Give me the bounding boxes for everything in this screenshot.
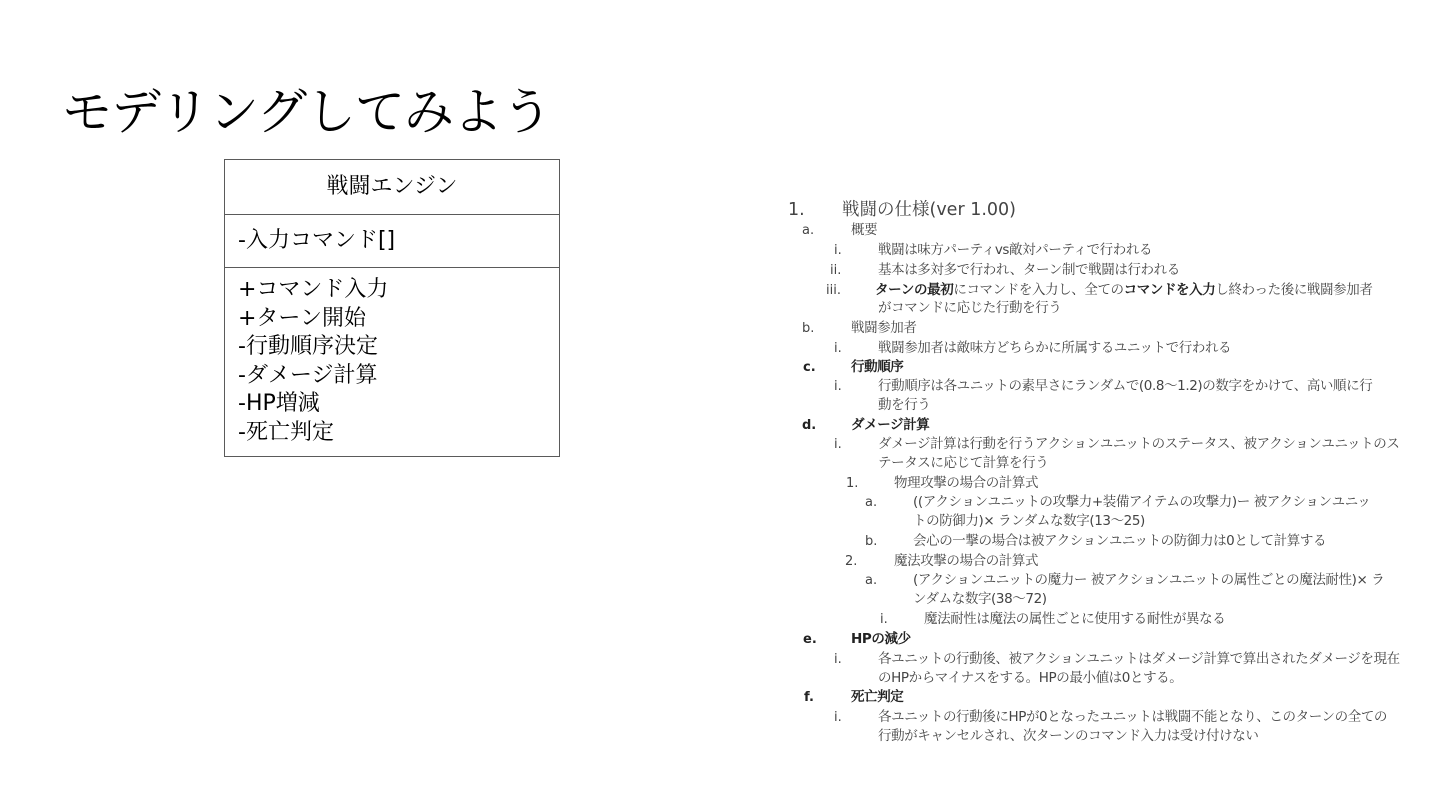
list-marker: b.: [865, 534, 878, 549]
list-marker: f.: [804, 690, 814, 705]
emphasis: コマンドを入力: [1123, 282, 1216, 298]
list-item: ダメージ計算は行動を行うアクションユニットのステータス、被アクションユニットのス: [878, 436, 1400, 452]
list-item-continuation: 動を行う: [878, 397, 931, 413]
list-item-continuation: がコマンドに応じた行動を行う: [878, 300, 1062, 316]
section-title-death: 死亡判定: [851, 689, 904, 705]
list-item: 戦闘は味方パーティvs敵対パーティで行われる: [878, 242, 1153, 258]
list-marker: 1.: [788, 200, 805, 220]
uml-operation: +ターン開始: [238, 305, 366, 331]
list-item-continuation: 行動がキャンセルされ、次ターンのコマンド入力は受け付けない: [878, 728, 1259, 744]
list-marker: i.: [834, 379, 842, 394]
uml-operation: +コマンド入力: [238, 277, 389, 302]
list-marker: iii.: [826, 283, 841, 298]
list-marker: d.: [802, 418, 817, 433]
list-item: 行動順序は各ユニットの素早さにランダムで(0.8〜1.2)の数字をかけて、高い順に行: [878, 378, 1373, 394]
list-marker: 2.: [845, 554, 858, 569]
spec-main-heading: 戦闘の仕様(ver 1.00): [842, 200, 1016, 220]
list-item: 魔法攻撃の場合の計算式: [894, 553, 1039, 569]
list-item-continuation: トの防御力)× ランダムな数字(13〜25): [913, 513, 1145, 529]
section-title-overview: 概要: [851, 222, 878, 238]
emphasis: ターンの最初: [875, 282, 954, 298]
list-item: 物理攻撃の場合の計算式: [894, 475, 1039, 491]
list-item: 各ユニットの行動後、被アクションユニットはダメージ計算で算出されたダメージを現在: [878, 651, 1400, 667]
section-title-order: 行動順序: [851, 359, 904, 375]
list-item-continuation: のHPからマイナスをする。HPの最小値は0とする。: [878, 670, 1183, 686]
text-run: し終わった後に戦闘参加者: [1215, 282, 1373, 298]
list-item: ((アクションユニットの攻撃力+装備アイテムの攻撃力)ー 被アクションユニッ: [913, 494, 1371, 510]
uml-operation: -HP増減: [238, 391, 320, 417]
list-item: 各ユニットの行動後にHPが0となったユニットは戦闘不能となり、このターンの全ての: [878, 709, 1388, 725]
list-marker: i.: [834, 243, 842, 258]
list-marker: i.: [834, 652, 842, 667]
list-marker: i.: [880, 612, 888, 627]
list-marker: i.: [834, 710, 842, 725]
list-marker: i.: [834, 437, 842, 452]
list-item-continuation: ンダムな数字(38〜72): [913, 591, 1047, 607]
section-title-damage: ダメージ計算: [851, 417, 930, 433]
uml-class-box: [224, 159, 560, 457]
uml-operation: -ダメージ計算: [238, 362, 378, 388]
uml-attributes: [225, 215, 559, 268]
list-item-continuation: テータスに応じて計算を行う: [878, 455, 1049, 471]
list-marker: ii.: [830, 263, 842, 278]
uml-operation: -行動順序決定: [238, 334, 378, 360]
list-marker: c.: [803, 360, 816, 375]
list-marker: a.: [802, 223, 815, 238]
section-title-hp: HPの減少: [851, 631, 911, 647]
list-marker: e.: [803, 632, 817, 647]
slide-title: モデリングしてみよう: [62, 83, 551, 141]
list-item: 戦闘参加者は敵味方どちらかに所属するユニットで行われる: [878, 340, 1232, 356]
section-title-participants: 戦闘参加者: [851, 320, 917, 336]
list-item: 基本は多対多で行われ、ターン制で戦闘は行われる: [878, 262, 1180, 278]
list-marker: i.: [834, 341, 842, 356]
uml-attribute: -入力コマンド[]: [238, 228, 396, 253]
list-item: (アクションユニットの魔力ー 被アクションユニットの属性ごとの魔法耐性)× ラ: [913, 572, 1385, 588]
list-item: 魔法耐性は魔法の属性ごとに使用する耐性が異なる: [924, 611, 1226, 627]
list-item: [875, 281, 1372, 300]
list-marker: 1.: [846, 476, 859, 491]
uml-operation: -死亡判定: [238, 419, 334, 445]
text-run: にコマンドを入力し、全ての: [953, 282, 1124, 298]
list-marker: b.: [802, 321, 815, 336]
uml-operations: [225, 268, 559, 456]
list-marker: a.: [865, 573, 878, 588]
list-item: 会心の一撃の場合は被アクションユニットの防御力は0として計算する: [913, 533, 1327, 549]
uml-class-name: 戦闘エンジン: [225, 160, 559, 215]
list-marker: a.: [865, 495, 878, 510]
